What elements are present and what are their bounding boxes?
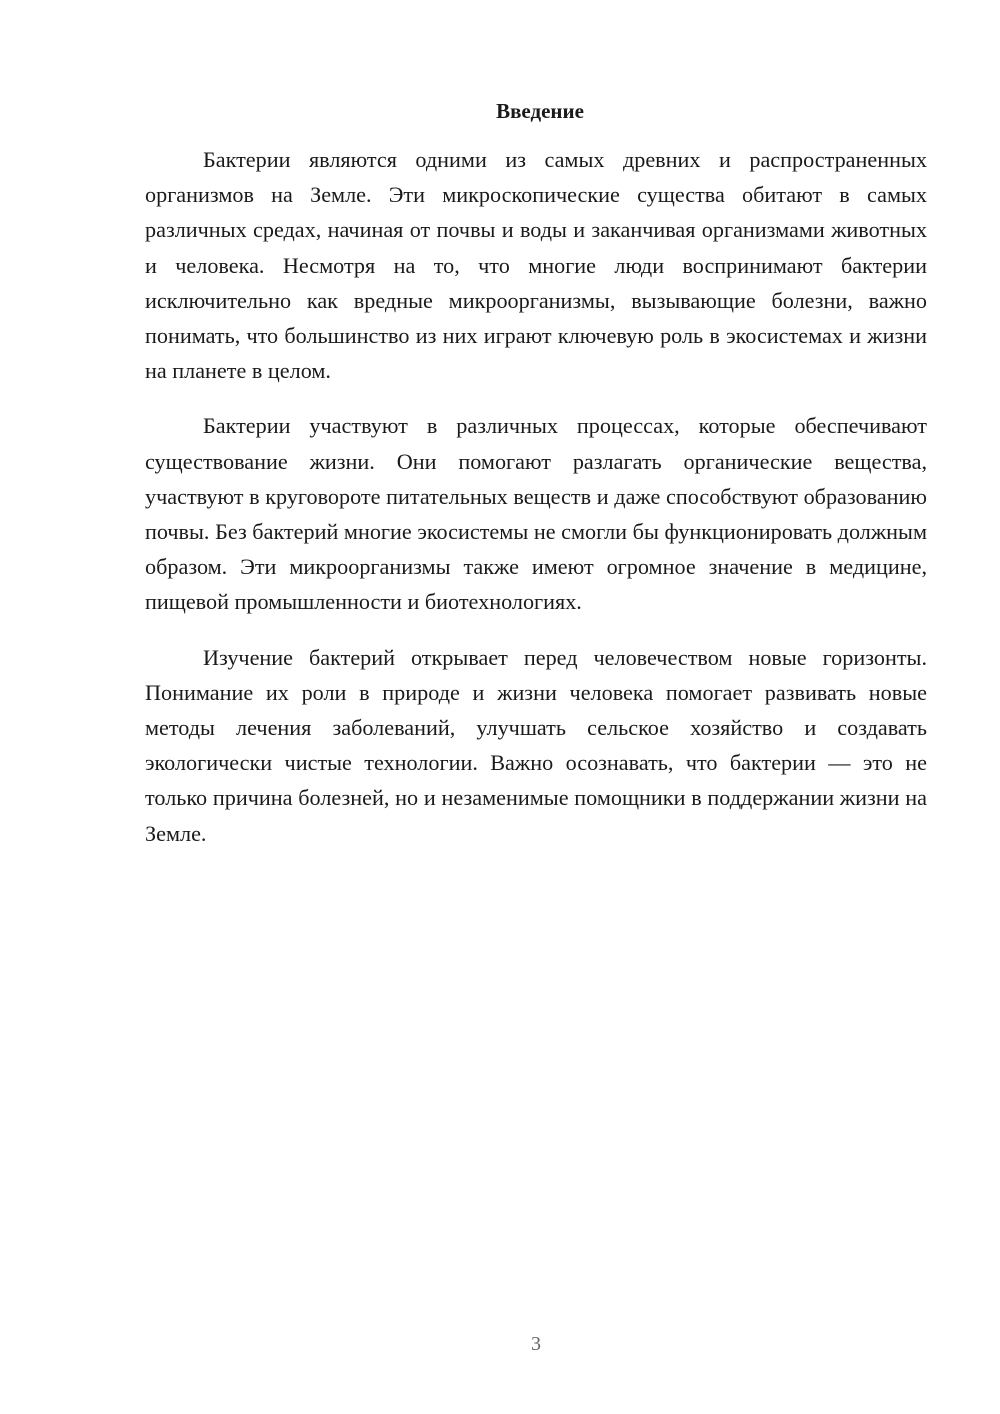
paragraph-3: Изучение бактерий открывает перед человечеством новые горизонты. Понимание их роли в природе и жизни человека помогает развивать новые методы лечения заболеваний, улучшать сельское хозяйство и создавать экологически чистые технологии. Важно осознавать, что бактерии — это не только причина болезней, но и незаменимые помощники в поддержании жизни на Земле. <box>145 644 927 846</box>
page-number: 3 <box>531 1333 541 1355</box>
paragraph-1: Бактерии являются одними из самых древних и распространенных организмов на Земле. Эти микроскопические существа обитают в самых различных средах, начиная от почвы и воды и заканчивая организмами животных и человека. Несмотря на то, что многие люди воспринимают бактерии исключительно как вредные микроорганизмы, вызывающие болезни, важно понимать, что большинство из них играют ключевую роль в экосистемах и жизни на планете в целом. <box>145 147 927 384</box>
section-heading: Введение <box>496 99 584 123</box>
paragraph-2: Бактерии участвуют в различных процессах, которые обеспечивают существование жизни. Они помогают разлагать органические вещества, участвуют в круговороте питательных веществ и даже способствуют образованию почвы. Без бактерий многие экосистемы не смогли бы функционировать должным образом. Эти микроорганизмы также имеют огромное значение в медицине, пищевой промышленности и биотехнологиях. <box>145 413 927 615</box>
document-body <box>145 96 927 871</box>
